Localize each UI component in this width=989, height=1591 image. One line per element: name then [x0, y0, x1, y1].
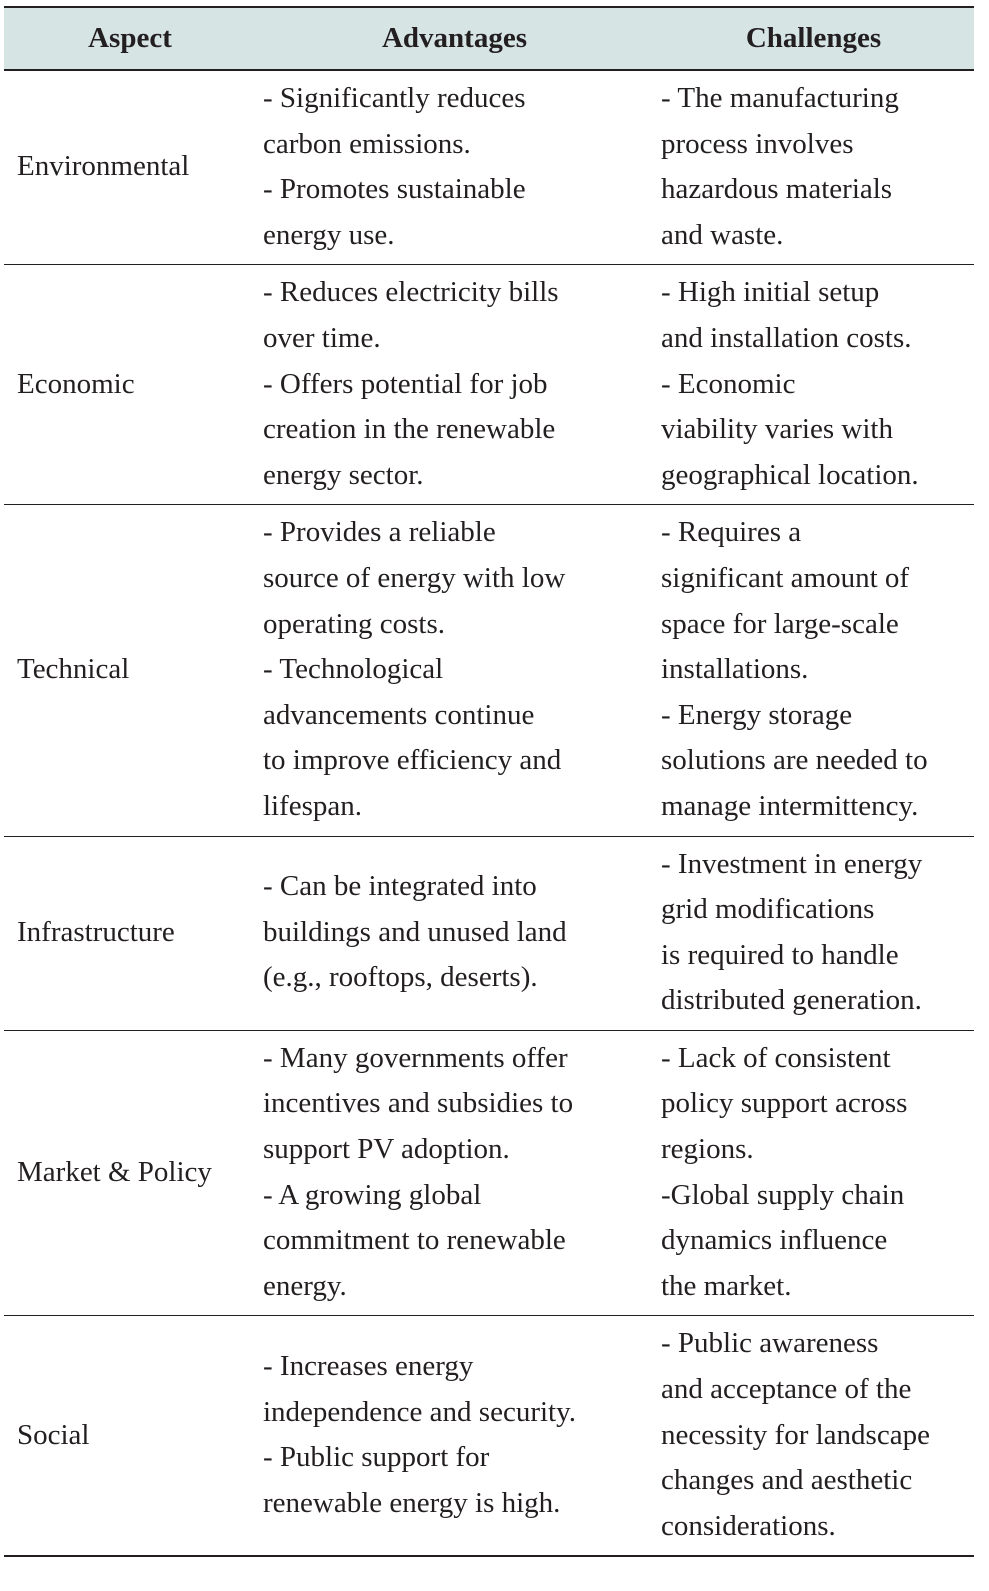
aspect-cell: Economic	[4, 265, 256, 505]
advantage-line: energy.	[263, 1269, 347, 1302]
advantage-line: (e.g., rooftops, deserts).	[263, 961, 538, 994]
advantage-line: carbon emissions.	[263, 127, 471, 160]
aspect-cell: Market & Policy	[4, 1030, 256, 1316]
advantage-line: - Technological	[263, 653, 444, 686]
challenge-line: dynamics influence	[661, 1224, 888, 1257]
header-aspect: Aspect	[4, 7, 256, 70]
challenge-line: the market.	[661, 1269, 792, 1302]
advantage-line: creation in the renewable	[263, 413, 556, 446]
challenge-line: geographical location.	[661, 458, 919, 491]
challenge-line: process involves	[661, 127, 854, 160]
challenge-line: -Global supply chain	[661, 1178, 905, 1211]
aspect-cell: Social	[4, 1316, 256, 1556]
challenge-line: necessity for landscape	[661, 1418, 930, 1451]
advantage-line: energy use.	[263, 218, 395, 251]
advantage-line: advancements continue	[263, 698, 535, 731]
table-header	[4, 7, 974, 70]
challenge-line: - Investment in energy	[661, 847, 923, 880]
advantage-line: - Increases energy	[263, 1350, 474, 1383]
advantage-line: independence and security.	[263, 1395, 576, 1428]
challenge-line: hazardous materials	[661, 173, 893, 206]
challenges-cell	[653, 1316, 974, 1556]
table-row	[4, 1030, 974, 1316]
advantage-line: - A growing global	[263, 1178, 482, 1211]
table-row	[4, 505, 974, 836]
advantage-line: renewable energy is high.	[263, 1487, 561, 1520]
challenge-line: changes and aesthetic	[661, 1464, 913, 1497]
advantages-cell	[256, 505, 653, 836]
advantage-line: - Significantly reduces	[263, 82, 526, 114]
advantage-line: - Public support for	[263, 1441, 490, 1474]
challenge-line: installations.	[661, 653, 809, 686]
challenge-line: regions.	[661, 1133, 754, 1166]
advantage-line: support PV adoption.	[263, 1133, 510, 1166]
advantage-line: energy sector.	[263, 458, 424, 491]
challenge-line: and waste.	[661, 218, 784, 251]
advantage-line: - Can be integrated into	[263, 870, 537, 903]
table-row	[4, 836, 974, 1030]
aspect-cell: Infrastructure	[4, 836, 256, 1030]
header-row	[4, 7, 974, 70]
challenges-cell	[653, 836, 974, 1030]
advantage-line: lifespan.	[263, 789, 363, 822]
advantages-cell	[256, 836, 653, 1030]
aspect-cell: Environmental	[4, 70, 256, 265]
challenge-line: viability varies with	[661, 413, 893, 446]
challenges-cell	[653, 1030, 974, 1316]
header-challenges: Challenges	[653, 7, 974, 70]
advantages-cell	[256, 1316, 653, 1556]
challenge-line: manage intermittency.	[661, 789, 919, 822]
table-row	[4, 1316, 974, 1556]
challenge-line: - Public awareness	[661, 1327, 879, 1360]
challenge-line: - Economic	[661, 367, 796, 400]
advantages-cell	[256, 265, 653, 505]
advantage-line: over time.	[263, 321, 381, 354]
advantage-line: - Provides a reliable	[263, 516, 496, 549]
advantage-line: - Offers potential for job	[263, 367, 548, 400]
challenge-line: grid modifications	[661, 893, 875, 926]
challenge-line: solutions are needed to	[661, 744, 928, 777]
challenge-line: space for large-scale	[661, 607, 899, 640]
advantage-line: - Promotes sustainable	[263, 173, 526, 206]
advantage-line: to improve efficiency and	[263, 744, 562, 777]
advantage-line: incentives and subsidies to	[263, 1087, 574, 1120]
challenges-cell	[653, 265, 974, 505]
advantage-line: commitment to renewable	[263, 1224, 566, 1257]
challenge-line: and installation costs.	[661, 321, 912, 354]
challenges-cell	[653, 505, 974, 836]
advantages-cell	[256, 1030, 653, 1316]
advantage-line: operating costs.	[263, 607, 446, 640]
challenge-line: policy support across	[661, 1087, 908, 1120]
challenge-line: - Energy storage	[661, 698, 853, 731]
challenge-line: is required to handle	[661, 938, 899, 971]
challenge-line: considerations.	[661, 1509, 836, 1542]
table-row	[4, 265, 974, 505]
challenges-cell	[653, 70, 974, 265]
challenge-line: - The manufacturing	[661, 82, 899, 114]
challenge-line: and acceptance of the	[661, 1373, 912, 1406]
advantage-line: - Many governments offer	[263, 1041, 568, 1074]
pv-aspects-table	[4, 6, 974, 1557]
header-advantages: Advantages	[256, 7, 653, 70]
table-row	[4, 70, 974, 265]
advantages-cell	[256, 70, 653, 265]
challenge-line: - High initial setup	[661, 276, 880, 309]
challenge-line: distributed generation.	[661, 984, 922, 1017]
challenge-line: - Lack of consistent	[661, 1041, 891, 1074]
challenge-line: - Requires a	[661, 516, 802, 549]
advantage-line: source of energy with low	[263, 561, 566, 594]
aspect-cell: Technical	[4, 505, 256, 836]
advantage-line: - Reduces electricity bills	[263, 276, 559, 309]
comparison-table-container	[4, 6, 974, 1557]
table-body	[4, 70, 974, 1556]
advantage-line: buildings and unused land	[263, 915, 567, 948]
challenge-line: significant amount of	[661, 561, 910, 594]
